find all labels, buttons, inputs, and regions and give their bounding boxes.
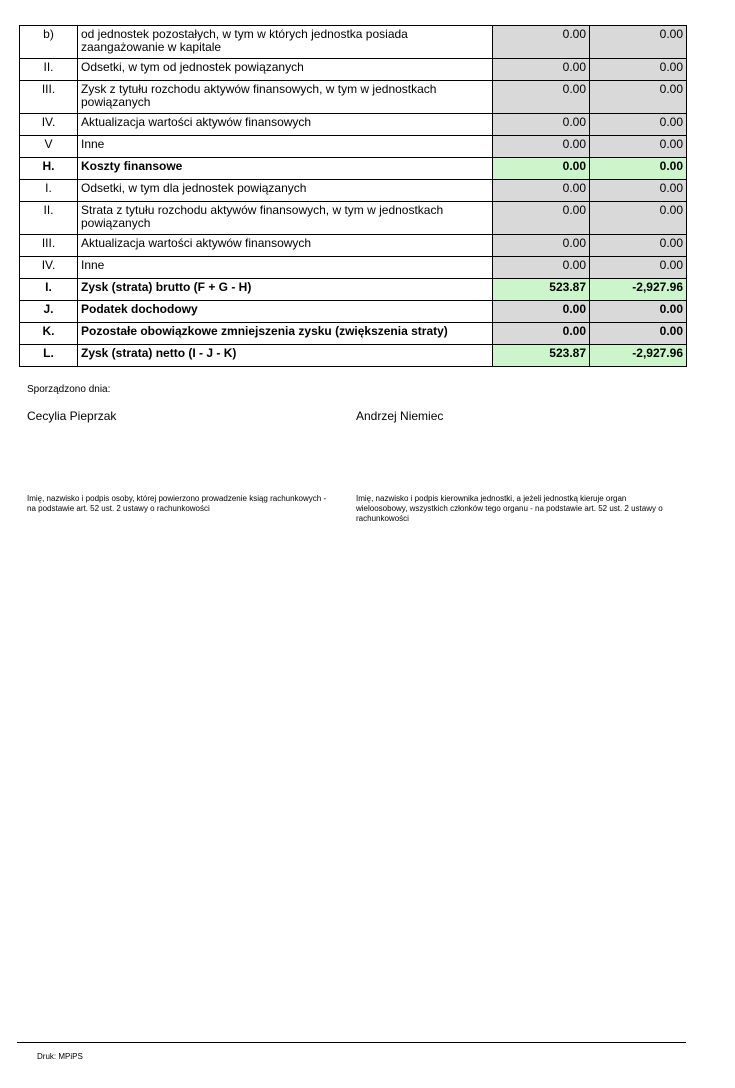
row-value-previous: 0.00 bbox=[590, 59, 687, 81]
row-description: od jednostek pozostałych, w tym w których jednostka posiada zaangażowanie w kapitale bbox=[78, 26, 493, 59]
table-row-section-j bbox=[20, 301, 687, 323]
row-description: Zysk z tytułu rozchodu aktywów finansowych, w tym w jednostkach powiązanych bbox=[78, 81, 493, 114]
row-description: Odsetki, w tym od jednostek powiązanych bbox=[78, 59, 493, 81]
row-code: I. bbox=[20, 180, 78, 202]
row-value-current: 0.00 bbox=[493, 202, 590, 235]
prepared-date-label: Sporządzono dnia: bbox=[27, 384, 111, 395]
row-value-previous: 0.00 bbox=[590, 114, 687, 136]
row-description: Zysk (strata) brutto (F + G - H) bbox=[78, 279, 493, 301]
accountant-signature-note: Imię, nazwisko i podpis osoby, której powierzono prowadzenie ksiąg rachunkowych - na podstawie art. 52 ust. 2 ustawy o rachunkowości bbox=[27, 494, 327, 513]
row-value-current: 0.00 bbox=[493, 323, 590, 345]
row-value-current: 0.00 bbox=[493, 136, 590, 158]
row-value-current: 523.87 bbox=[493, 345, 590, 367]
table-row bbox=[20, 26, 687, 59]
row-value-current: 0.00 bbox=[493, 81, 590, 114]
director-signature-note: Imię, nazwisko i podpis kierownika jednostki, a jeżeli jednostką kieruje organ wieloosobowy, wszystkich członków tego organu - na podstawie art. 52 ust. 2 ustawy o rachunkowości bbox=[356, 494, 663, 523]
row-value-previous: -2,927.96 bbox=[590, 345, 687, 367]
row-description: Inne bbox=[78, 136, 493, 158]
row-code: IV. bbox=[20, 114, 78, 136]
table-row bbox=[20, 235, 687, 257]
row-code: II. bbox=[20, 202, 78, 235]
row-description: Strata z tytułu rozchodu aktywów finansowych, w tym w jednostkach powiązanych bbox=[78, 202, 493, 235]
row-code: III. bbox=[20, 235, 78, 257]
table-row bbox=[20, 180, 687, 202]
table-row-section-k bbox=[20, 323, 687, 345]
row-value-current: 0.00 bbox=[493, 158, 590, 180]
accountant-name: Cecylia Pieprzak bbox=[27, 409, 117, 423]
row-description: Odsetki, w tym dla jednostek powiązanych bbox=[78, 180, 493, 202]
row-code: IV. bbox=[20, 257, 78, 279]
row-code: I. bbox=[20, 279, 78, 301]
row-value-previous: 0.00 bbox=[590, 158, 687, 180]
table-row-section-h bbox=[20, 158, 687, 180]
row-code: II. bbox=[20, 59, 78, 81]
row-code: III. bbox=[20, 81, 78, 114]
row-code: V bbox=[20, 136, 78, 158]
row-value-previous: 0.00 bbox=[590, 26, 687, 59]
table-row bbox=[20, 59, 687, 81]
row-code: L. bbox=[20, 345, 78, 367]
table-row-section-l bbox=[20, 345, 687, 367]
row-value-current: 0.00 bbox=[493, 26, 590, 59]
financial-statement-table bbox=[19, 25, 687, 367]
row-value-previous: 0.00 bbox=[590, 136, 687, 158]
row-value-previous: 0.00 bbox=[590, 257, 687, 279]
table-row-section-i bbox=[20, 279, 687, 301]
row-value-previous: 0.00 bbox=[590, 323, 687, 345]
row-value-current: 0.00 bbox=[493, 257, 590, 279]
row-value-previous: 0.00 bbox=[590, 301, 687, 323]
row-value-current: 0.00 bbox=[493, 59, 590, 81]
table-row bbox=[20, 202, 687, 235]
director-name: Andrzej Niemiec bbox=[356, 409, 444, 423]
row-value-previous: 0.00 bbox=[590, 235, 687, 257]
row-value-previous: 0.00 bbox=[590, 81, 687, 114]
row-value-current: 523.87 bbox=[493, 279, 590, 301]
row-value-previous: -2,927.96 bbox=[590, 279, 687, 301]
row-code: K. bbox=[20, 323, 78, 345]
row-code: H. bbox=[20, 158, 78, 180]
row-value-current: 0.00 bbox=[493, 114, 590, 136]
row-description: Aktualizacja wartości aktywów finansowych bbox=[78, 235, 493, 257]
row-code: b) bbox=[20, 26, 78, 59]
table-row bbox=[20, 114, 687, 136]
table-row bbox=[20, 136, 687, 158]
footer-divider bbox=[17, 1042, 686, 1043]
row-value-current: 0.00 bbox=[493, 301, 590, 323]
table-row bbox=[20, 81, 687, 114]
footer-print-label: Druk: MPiPS bbox=[37, 1052, 83, 1061]
row-description: Zysk (strata) netto (I - J - K) bbox=[78, 345, 493, 367]
row-code: J. bbox=[20, 301, 78, 323]
row-value-current: 0.00 bbox=[493, 235, 590, 257]
row-value-current: 0.00 bbox=[493, 180, 590, 202]
row-description: Pozostałe obowiązkowe zmniejszenia zysku (zwiększenia straty) bbox=[78, 323, 493, 345]
row-value-previous: 0.00 bbox=[590, 202, 687, 235]
table-row bbox=[20, 257, 687, 279]
row-description: Inne bbox=[78, 257, 493, 279]
row-description: Koszty finansowe bbox=[78, 158, 493, 180]
row-description: Aktualizacja wartości aktywów finansowych bbox=[78, 114, 493, 136]
row-description: Podatek dochodowy bbox=[78, 301, 493, 323]
row-value-previous: 0.00 bbox=[590, 180, 687, 202]
